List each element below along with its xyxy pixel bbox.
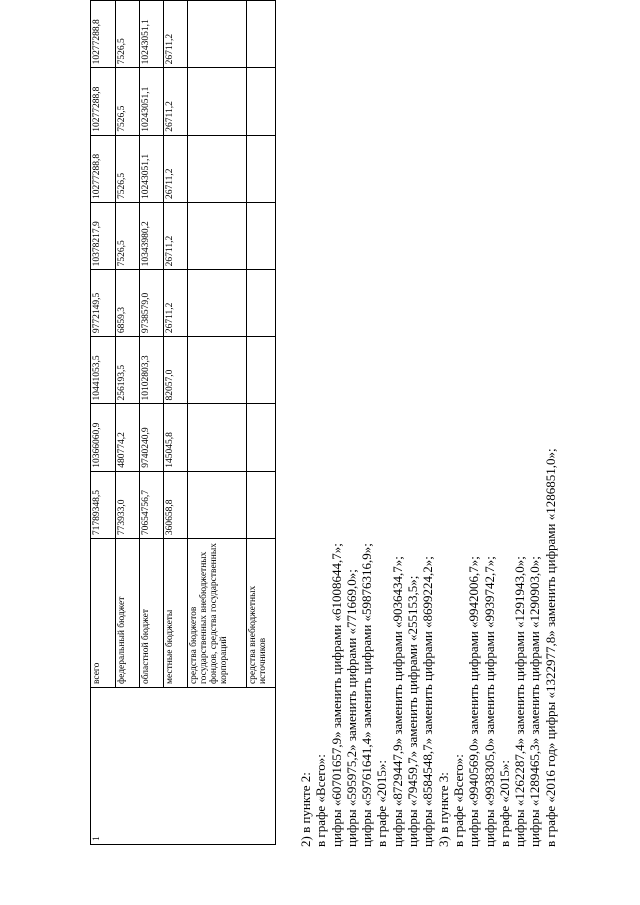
value-cell: 6859,3 [116, 270, 140, 337]
value-cell: 82057,0 [164, 337, 188, 404]
value-cell: 26711,2 [164, 68, 188, 135]
row-number-cell: 1 [91, 688, 276, 845]
value-cell [247, 270, 276, 337]
value-cell [188, 471, 247, 538]
row-label-cell: местные бюджеты [164, 539, 188, 688]
value-cell: 10366060,9 [91, 404, 116, 471]
value-cell: 9738579,0 [140, 270, 164, 337]
amendment-text [298, 27, 558, 847]
text-line: цифры «79459,7» заменить цифрами «255153,5»; [405, 575, 421, 847]
value-cell [188, 1, 247, 68]
value-cell: 7526,5 [116, 135, 140, 202]
value-cell: 10343980,2 [140, 203, 164, 270]
value-cell [188, 135, 247, 202]
value-cell: 10243051,1 [140, 68, 164, 135]
value-cell: 9740240,9 [140, 404, 164, 471]
value-cell [247, 135, 276, 202]
text-line: цифры «595975,2» заменить цифрами «771669,0»; [343, 569, 359, 847]
text-line: в графе «2015»: [374, 759, 390, 847]
value-cell: 10243051,1 [140, 1, 164, 68]
text-line: в графе «2015»: [496, 759, 512, 847]
value-cell: 7526,5 [116, 203, 140, 270]
row-label-cell: средства бюджетов государственных внебюджетных фондов, средства государственных корпораций [188, 539, 247, 688]
value-cell [247, 337, 276, 404]
value-cell [188, 337, 247, 404]
value-cell [247, 404, 276, 471]
text-line: в графе «2016 год» цифры «1322977,8» заменить цифрами «1286851,0»; [542, 448, 558, 847]
value-cell: 360658,8 [164, 471, 188, 538]
value-cell: 10243051,1 [140, 135, 164, 202]
value-cell: 10277288,8 [91, 135, 116, 202]
value-cell [188, 270, 247, 337]
value-cell [188, 68, 247, 135]
row-label-cell: федеральный бюджет [116, 539, 140, 688]
value-cell: 26711,2 [164, 135, 188, 202]
text-line: цифры «59761641,4» заменить цифрами «59876316,9»; [359, 543, 375, 847]
value-cell [188, 203, 247, 270]
text-line: цифры «8729447,9» заменить цифрами «9036434,7»; [389, 556, 405, 847]
text-line: 2) в пункте 2: [298, 772, 313, 847]
value-cell [247, 68, 276, 135]
value-cell: 256193,5 [116, 337, 140, 404]
value-cell: 145045,8 [164, 404, 188, 471]
value-cell: 26711,2 [164, 270, 188, 337]
budget-table [90, 0, 276, 845]
row-label-cell: всего [91, 539, 116, 688]
value-cell: 10277288,8 [91, 68, 116, 135]
text-line: цифры «9940569,0» заменить цифрами «9942006,7»; [466, 556, 482, 847]
value-cell: 773933,0 [116, 471, 140, 538]
value-cell: 9772149,5 [91, 270, 116, 337]
value-cell: 10277288,8 [91, 1, 116, 68]
text-line: 3) в пункте 3: [435, 772, 451, 847]
text-line: цифры «60701657,9» заменить цифрами «61008644,7»; [328, 543, 344, 847]
value-cell: 10378217,9 [91, 203, 116, 270]
value-cell: 480774,2 [116, 404, 140, 471]
value-cell [247, 1, 276, 68]
value-cell: 10102803,3 [140, 337, 164, 404]
value-cell: 10441053,5 [91, 337, 116, 404]
text-line: в графе «Всего»: [450, 754, 466, 847]
row-label-cell: средства внебюджетных источников [247, 539, 276, 688]
value-cell: 7526,5 [116, 1, 140, 68]
value-cell: 7526,5 [116, 68, 140, 135]
text-line: в графе «Всего»: [313, 754, 329, 847]
table-row [91, 1, 116, 845]
row-label-cell: областной бюджет [140, 539, 164, 688]
value-cell: 26711,2 [164, 203, 188, 270]
text-line: цифры «9938305,0» заменить цифрами «9939742,7»; [481, 556, 497, 847]
value-cell [247, 471, 276, 538]
value-cell: 26711,2 [164, 1, 188, 68]
value-cell: 71789348,5 [91, 471, 116, 538]
value-cell [247, 203, 276, 270]
value-cell: 70654756,7 [140, 471, 164, 538]
value-cell [188, 404, 247, 471]
text-line: цифры «1262287,4» заменить цифрами «1291943,0»; [512, 556, 528, 847]
text-line: цифры «1289465,3» заменить цифрами «1290903,0»; [527, 556, 543, 847]
text-line: цифры «8584548,7» заменить цифрами «8699224,2»; [420, 556, 436, 847]
